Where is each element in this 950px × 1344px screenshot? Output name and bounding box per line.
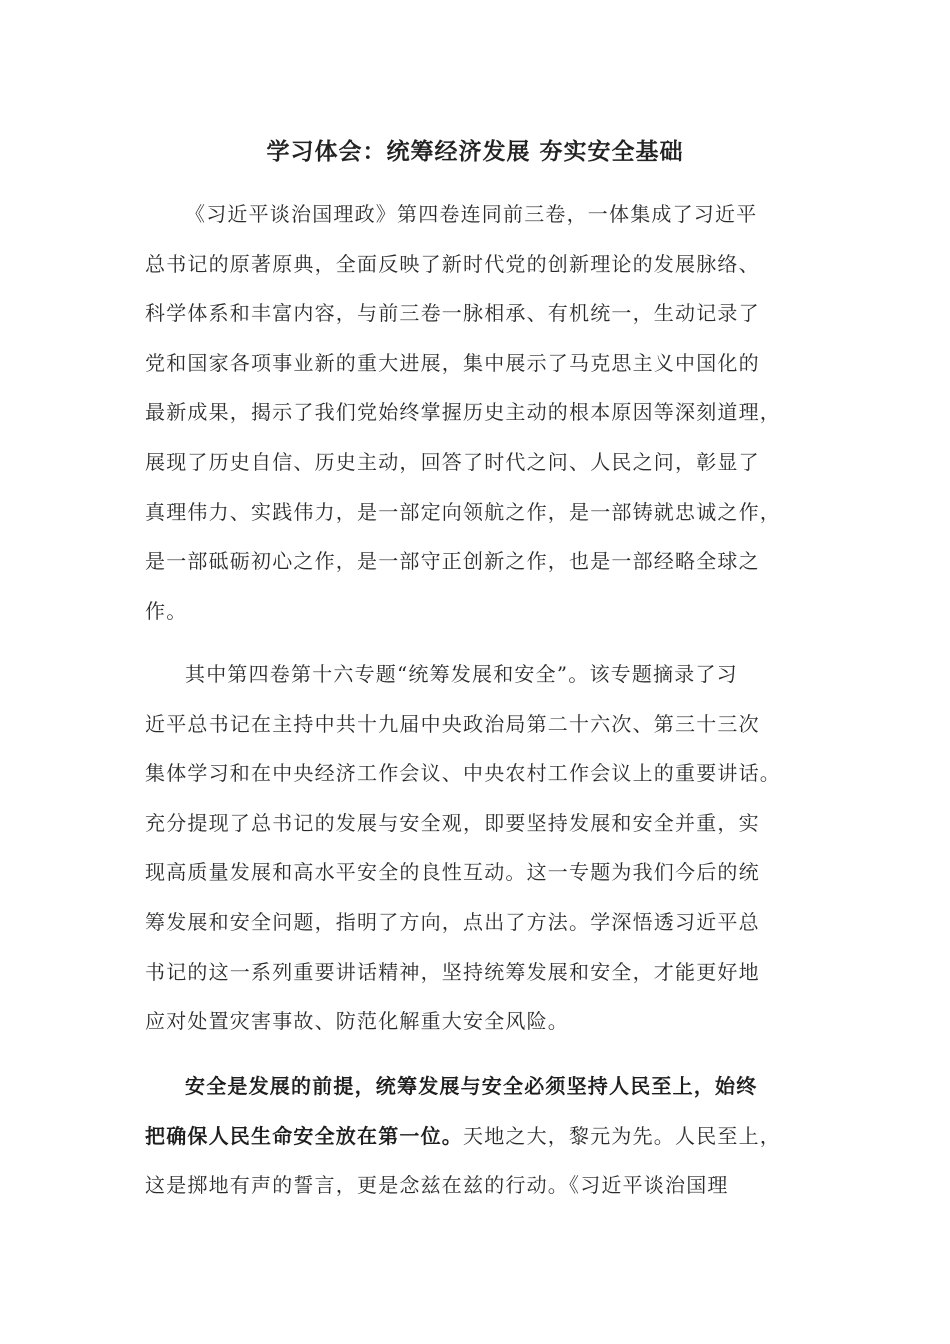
text-line: 书记的这一系列重要讲话精神，坚持统筹发展和安全，才能更好地 (145, 959, 760, 984)
text-line: 这是掷地有声的誓言，更是念兹在兹的行动。《习近平谈治国理 (145, 1173, 729, 1198)
text-line: 现高质量发展和高水平安全的良性互动。这一专题为我们今后的统 (145, 860, 760, 885)
bold-text-line: 安全是发展的前提，统筹发展与安全必须坚持人民至上，始终 (185, 1074, 758, 1098)
text-line: 应对处置灾害事故、防范化解重大安全风险。 (145, 1009, 569, 1034)
body-text: 天地之大，黎元为先。人民至上， (463, 1123, 781, 1148)
text-line (145, 1112, 810, 1162)
text-line: 展现了历史自信、历史主动，回答了时代之问、人民之问，彰显了 (145, 449, 760, 474)
paragraph-topic (145, 650, 810, 1047)
text-line: 近平总书记在主持中共十九届中央政治局第二十六次、第三十三次 (145, 711, 760, 736)
text-line: 最新成果，揭示了我们党始终掌握历史主动的根本原因等深刻道理， (145, 400, 781, 425)
paragraph-safety (145, 1062, 810, 1211)
paragraph-intro (145, 190, 810, 636)
bold-lead-text: 把确保人民生命安全放在第一位。 (145, 1123, 463, 1148)
text-line: 科学体系和丰富内容，与前三卷一脉相承、有机统一，生动记录了 (145, 301, 760, 326)
text-line: 《习近平谈治国理政》第四卷连同前三卷，一体集成了习近平 (185, 202, 758, 226)
text-line: 是一部砥砺初心之作，是一部守正创新之作，也是一部经略全球之 (145, 549, 760, 574)
text-line: 集体学习和在中央经济工作会议、中央农村工作会议上的重要讲话。 (145, 761, 781, 786)
text-line: 作。 (145, 598, 188, 623)
text-line: 真理伟力、实践伟力，是一部定向领航之作，是一部铸就忠诚之作， (145, 499, 781, 524)
text-line: 筹发展和安全问题，指明了方向，点出了方法。学深悟透习近平总 (145, 909, 760, 934)
text-line: 党和国家各项事业新的重大进展，集中展示了马克思主义中国化的 (145, 350, 760, 375)
text-line: 总书记的原著原典，全面反映了新时代党的创新理论的发展脉络、 (145, 251, 760, 276)
text-line: 其中第四卷第十六专题“统筹发展和安全”。该专题摘录了习 (185, 662, 738, 686)
text-line: 充分提现了总书记的发展与安全观，即要坚持发展和安全并重，实 (145, 810, 760, 835)
document-title: 学习体会：统筹经济发展 夯实安全基础 (266, 139, 684, 165)
